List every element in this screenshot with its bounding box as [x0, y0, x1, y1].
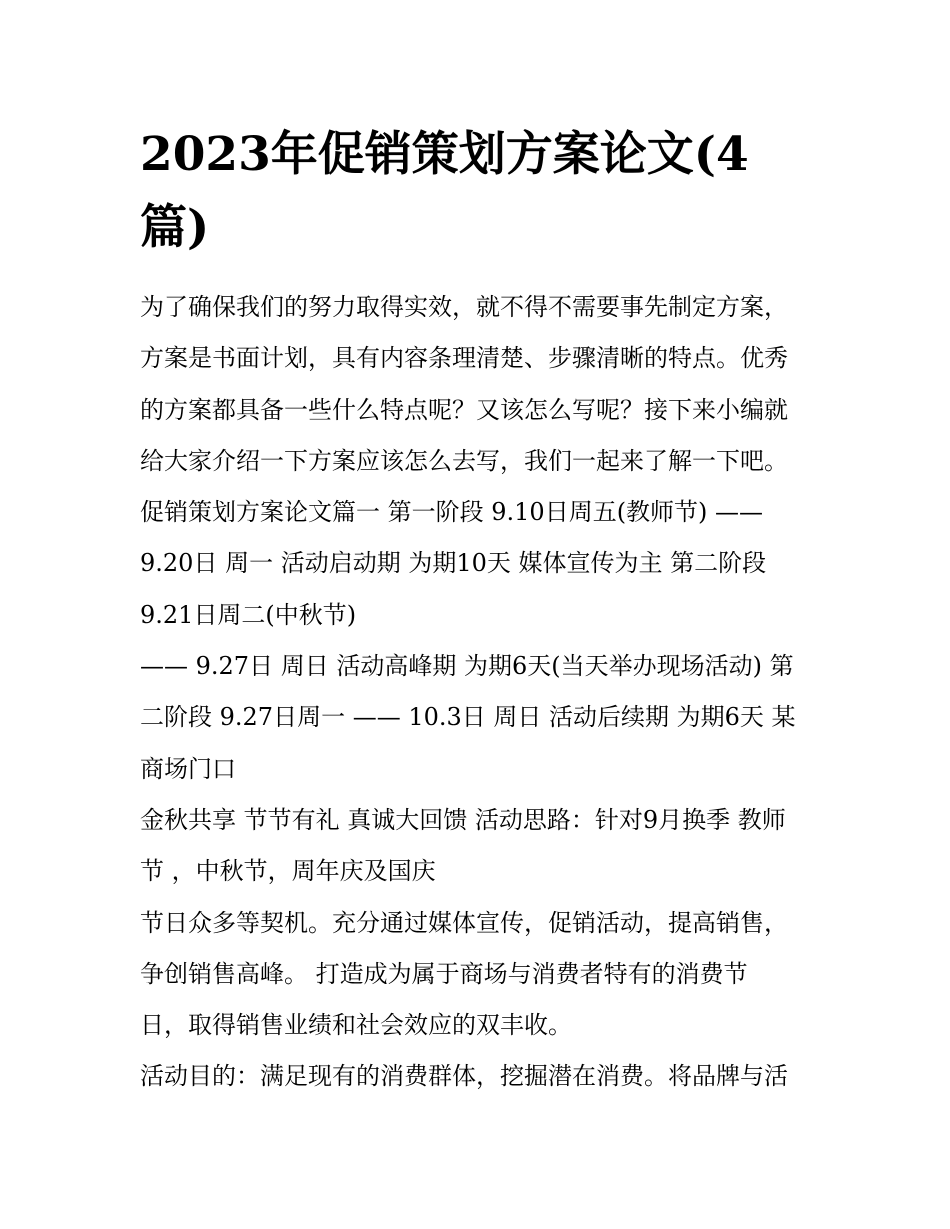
- body-line: 活动目的：满足现有的消费群体，挖掘潜在消费。将品牌与活: [140, 1062, 788, 1091]
- body-line: 金秋共享 节节有礼 真诚大回馈 活动思路：针对9月换季 教师: [140, 805, 786, 834]
- body-line: 促销策划方案论文篇一 第一阶段 9.10日周五(教师节) ——: [140, 498, 764, 527]
- body-line: 9.21日周二(中秋节): [140, 600, 357, 629]
- body-line: 为了确保我们的努力取得实效，就不得不需要事先制定方案，: [140, 293, 788, 321]
- body-line: 节日众多等契机。充分通过媒体宣传，促销活动，提高销售，: [140, 908, 788, 937]
- document-body: [140, 282, 815, 1103]
- body-line: 方案是书面计划，具有内容条理清楚、步骤清晰的特点。优秀: [140, 344, 788, 373]
- body-line: 给大家介绍一下方案应该怎么去写，我们一起来了解一下吧。: [140, 446, 788, 475]
- body-line: 二阶段 9.27日周一 —— 10.3日 周日 活动后续期 为期6天 某: [140, 703, 796, 732]
- title-line-1: 2023年促销策划方案论文(4: [140, 127, 749, 182]
- document-title: [140, 118, 815, 264]
- title-line-2: 篇): [140, 200, 210, 255]
- body-line: —— 9.27日 周日 活动高峰期 为期6天(当天举办现场活动) 第: [140, 652, 794, 681]
- body-line: 商场门口: [140, 754, 236, 783]
- body-line: 节 ，中秋节，周年庆及国庆: [140, 857, 436, 886]
- body-line: 9.20日 周一 活动启动期 为期10天 媒体宣传为主 第二阶段: [140, 549, 767, 578]
- body-line: 的方案都具备一些什么特点呢？又该怎么写呢？接下来小编就: [140, 395, 788, 424]
- document-page: [140, 118, 815, 1103]
- body-line: 日，取得销售业绩和社会效应的双丰收。: [140, 1011, 572, 1040]
- body-line: 争创销售高峰。 打造成为属于商场与消费者特有的消费节: [140, 959, 748, 988]
